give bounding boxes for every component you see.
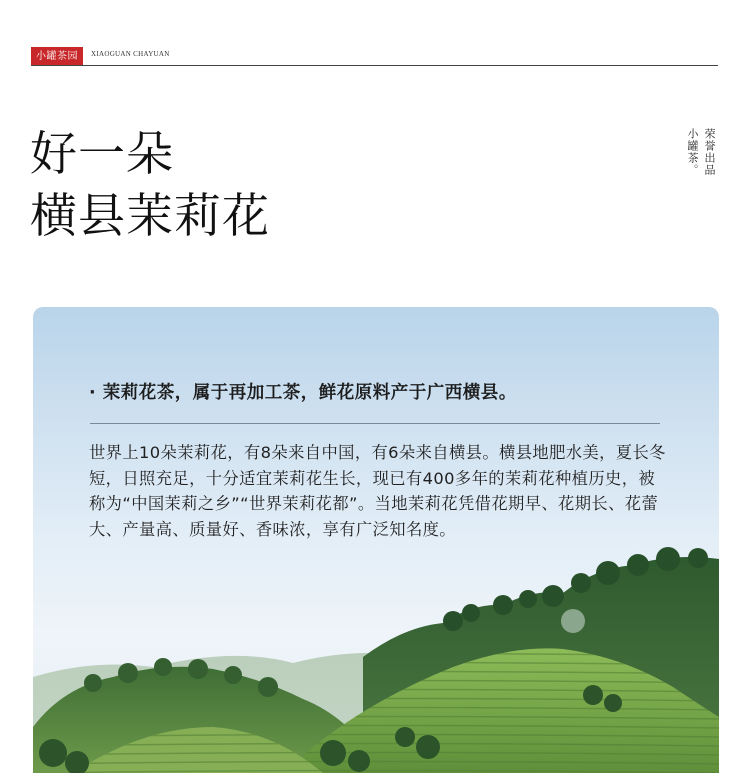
vertical-credit [686,128,716,176]
info-card [33,307,719,773]
page-title-line-1: 好一朵 [30,127,174,182]
description-paragraph: 世界上10朵茉莉花，有8朵来自中国，有6朵来自横县。横县地肥水美，夏长冬短，日照充足，十分适宜茉莉花生长，现已有400多年的茉莉花种植历史，被称为“中国茉莉之乡”“世界茉莉花都”。当地茉莉花凭借花期早、花期长、花蕾大、产量高、质量好、香味浓，享有广泛知名度。 [89,443,666,539]
lead-statement: · 茉莉花茶，属于再加工茶，鲜花原料产于广西横县。 [89,383,517,403]
page-title [30,124,270,248]
brand-badge: 小罐茶园 [31,47,83,66]
brand-english-name: XIAOGUAN CHAYUAN [91,50,170,58]
vertical-brand-text: 小罐茶。 [686,128,699,176]
vertical-honor-text: 荣誉出品 [703,128,716,176]
card-divider [90,423,660,424]
top-divider [31,65,718,66]
page-title-line-2: 横县茉莉花 [30,189,270,244]
